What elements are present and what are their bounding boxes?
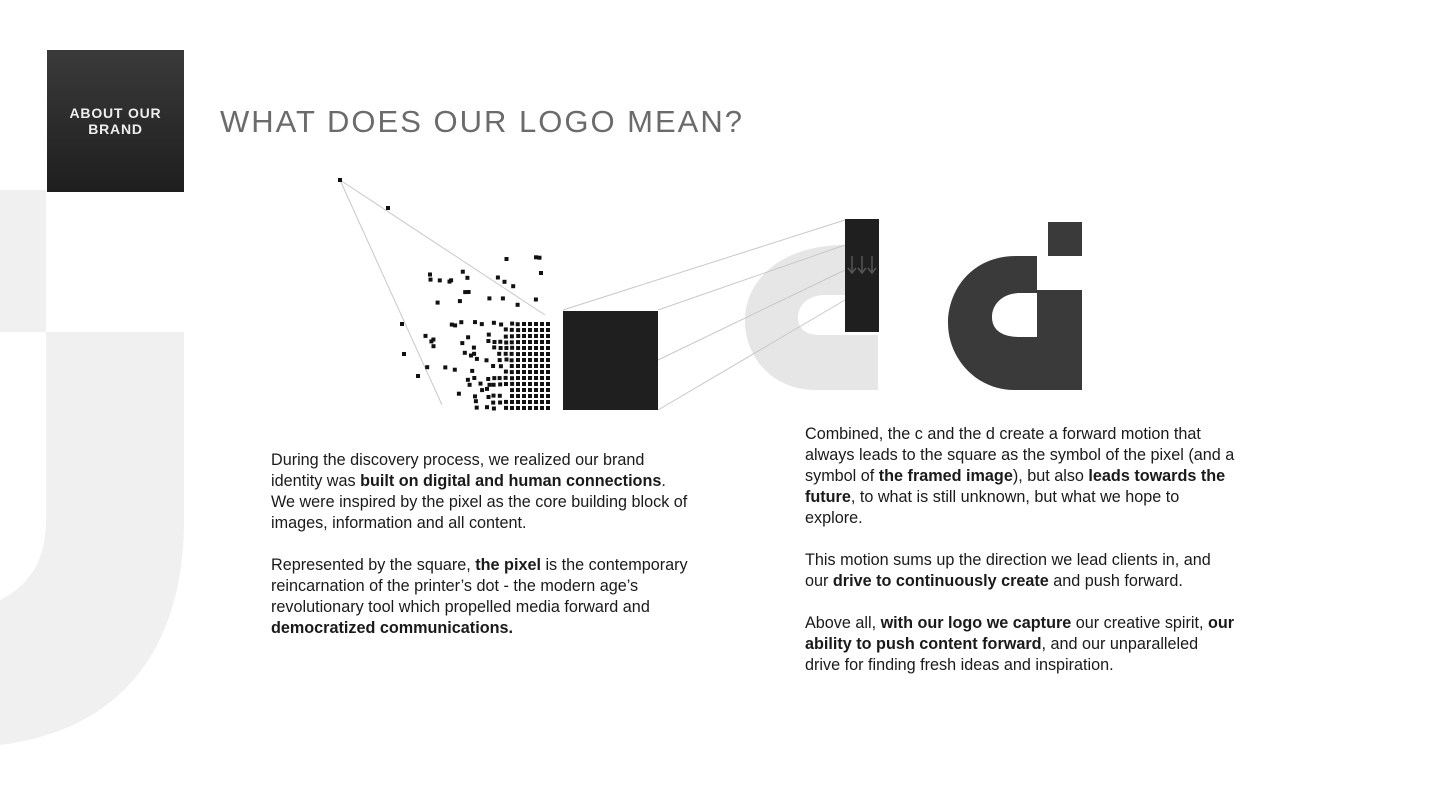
left-paragraph-1: During the discovery process, we realized our brand identity was built on digital and human connections. We were inspired by the pixel as the core building block of images, information and all content. xyxy=(271,451,688,532)
left-column-text xyxy=(271,450,691,660)
right-column-text xyxy=(805,424,1235,697)
page-title: WHAT DOES OUR LOGO MEAN? xyxy=(220,104,744,139)
pixel-cluster xyxy=(338,178,550,411)
right-paragraph-1: Combined, the c and the d create a forward motion that always leads to the square as the symbol of the pixel (and a symbol of the framed image), but also leads towards the future, to what is still unknown, but what we hope to explore. xyxy=(805,425,1235,527)
background-watermark-logo xyxy=(0,190,190,750)
logo-construction-illustration xyxy=(320,160,1120,420)
left-paragraph-2: Represented by the square, the pixel is the contemporary reincarnation of the printer’s dot - the modern age’s revolutionary tool which propelled media forward and democratized communications. xyxy=(271,556,688,637)
right-paragraph-2: This motion sums up the direction we lead clients in, and our drive to continuously create and push forward. xyxy=(805,551,1211,590)
arrow-down-icon xyxy=(848,256,876,273)
final-logo-mark xyxy=(948,222,1082,390)
section-badge xyxy=(47,50,184,192)
d-stem-bar xyxy=(845,219,879,332)
right-paragraph-3: Above all, with our logo we capture our creative spirit, our ability to push content forward, and our unparalleled drive for finding fresh ideas and inspiration. xyxy=(805,614,1235,674)
section-badge-label: ABOUT OUR BRAND xyxy=(69,105,162,137)
pixel-square xyxy=(563,311,658,410)
